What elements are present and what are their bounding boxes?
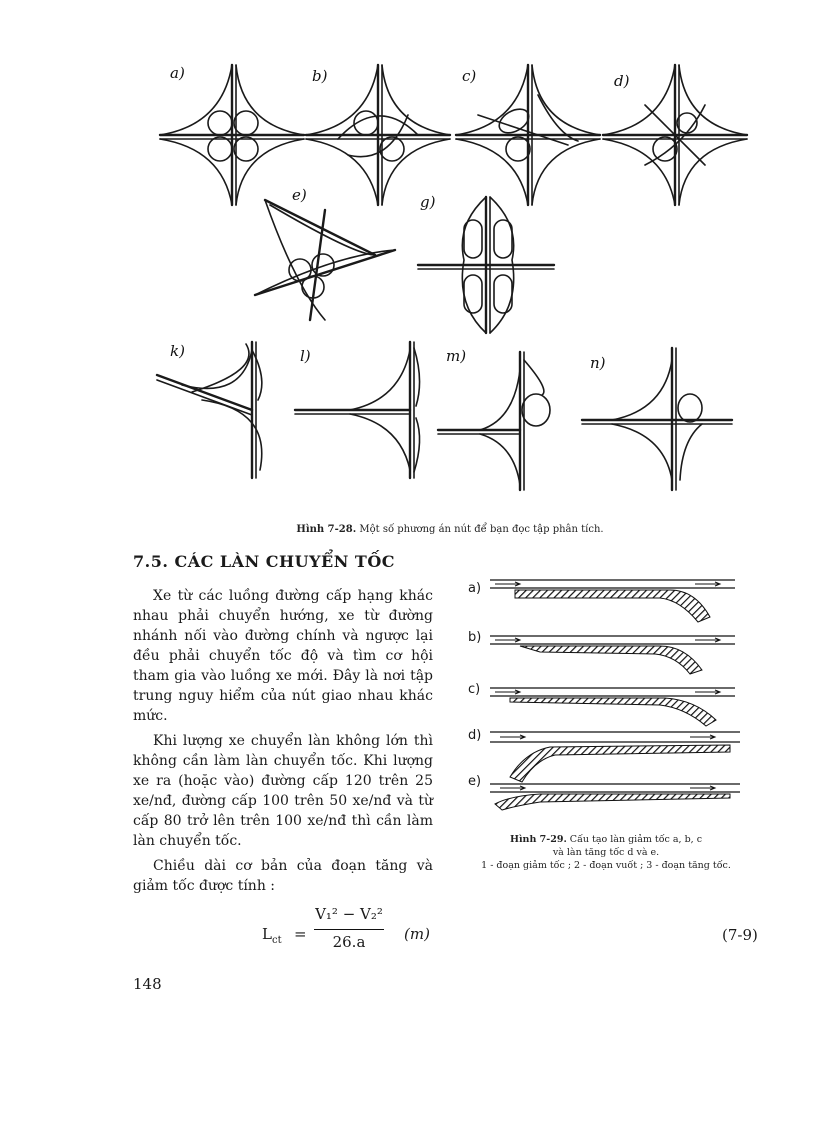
formula-fraction-bar bbox=[314, 929, 384, 930]
formula-equals: = bbox=[294, 925, 307, 943]
diagram-label-n: n) bbox=[590, 354, 606, 372]
diagram-label-g: g) bbox=[420, 193, 436, 211]
figure-7-29-caption-line1: Cấu tạo làn giảm tốc a, b, c bbox=[569, 834, 703, 845]
diagram-label-a: a) bbox=[170, 64, 185, 82]
diagram-m bbox=[438, 352, 550, 490]
diagram-k bbox=[157, 342, 262, 478]
formula-lhs-sub: ct bbox=[271, 935, 282, 946]
lane-label-e: e) bbox=[468, 774, 482, 789]
lane-label-b: b) bbox=[468, 630, 482, 645]
paragraph-1: Xe từ các luồng đường cấp hạng khác nhau phải chuyển hướng, xe từ đường nhánh nối vào đường chính và ngược lại đều phải chuyển tốc độ và tìm cơ hội tham gia vào luồng xe mới. Đây là nơi tập trung nguy hiểm của nút giao nhau khác mức. bbox=[133, 588, 433, 724]
figure-7-28-caption-label: Hình 7-28. bbox=[296, 524, 357, 535]
figure-7-28-caption bbox=[200, 524, 700, 535]
lane-diagram-d bbox=[490, 732, 740, 782]
diagram-c bbox=[456, 65, 600, 205]
figure-7-28-diagrams bbox=[0, 0, 816, 520]
lane-label-d: d) bbox=[468, 728, 482, 743]
diagram-label-c: c) bbox=[462, 67, 477, 85]
paragraph-3: Chiều dài cơ bản của đoạn tăng và giảm tốc được tính : bbox=[133, 858, 433, 894]
lane-diagram-e bbox=[490, 784, 740, 810]
page-number: 148 bbox=[133, 975, 162, 993]
figure-7-29-caption bbox=[446, 833, 766, 872]
diagram-label-k: k) bbox=[170, 342, 185, 360]
diagram-b bbox=[306, 65, 450, 205]
formula-unit: (m) bbox=[404, 925, 430, 943]
diagram-label-b: b) bbox=[312, 67, 328, 85]
diagram-label-m: m) bbox=[446, 347, 467, 365]
diagram-g bbox=[418, 197, 554, 333]
diagram-l bbox=[295, 342, 420, 478]
formula-7-9 bbox=[262, 905, 432, 955]
formula-lhs: $L_{ct}$ bbox=[262, 925, 282, 946]
figure-7-29-caption-line3: 1 - đoạn giảm tốc ; 2 - đoạn vuốt ; 3 - đoạn tăng tốc. bbox=[481, 860, 731, 871]
section-title: 7.5. CÁC LÀN CHUYỂN TỐC bbox=[133, 552, 395, 571]
formula-number: (7-9) bbox=[722, 926, 758, 944]
diagram-e bbox=[255, 200, 395, 320]
figure-7-29-diagrams bbox=[480, 572, 760, 812]
figure-7-28-caption-text: Một số phương án nút để bạn đọc tập phân tích. bbox=[359, 524, 604, 535]
diagram-label-d: d) bbox=[614, 72, 630, 90]
lane-label-c: c) bbox=[468, 682, 481, 697]
lane-label-a: a) bbox=[468, 581, 482, 596]
diagram-a bbox=[160, 65, 304, 205]
lane-diagram-a bbox=[490, 580, 735, 622]
lane-diagram-b bbox=[490, 636, 735, 674]
figure-7-29-caption-label: Hình 7-29. bbox=[509, 834, 567, 845]
diagram-label-e: e) bbox=[292, 186, 307, 204]
figure-7-29-caption-line2: và làn tăng tốc d và e. bbox=[552, 847, 660, 858]
formula-denominator: 26.a bbox=[332, 933, 366, 951]
lane-diagram-c bbox=[490, 688, 735, 726]
paragraph-2: Khi lượng xe chuyển làn không lớn thì không cần làm làn chuyển tốc. Khi lượng xe ra (hoặc vào) đường cấp 120 trên 25 xe/nđ, đường cấp 100 trên 50 xe/nđ và từ cấp 80 trở lên trên 100 xe/nđ thì cần làm làn chuyển tốc. bbox=[133, 733, 433, 849]
diagram-label-l: l) bbox=[300, 347, 311, 365]
formula-numerator: V₁² − V₂² bbox=[315, 905, 383, 923]
